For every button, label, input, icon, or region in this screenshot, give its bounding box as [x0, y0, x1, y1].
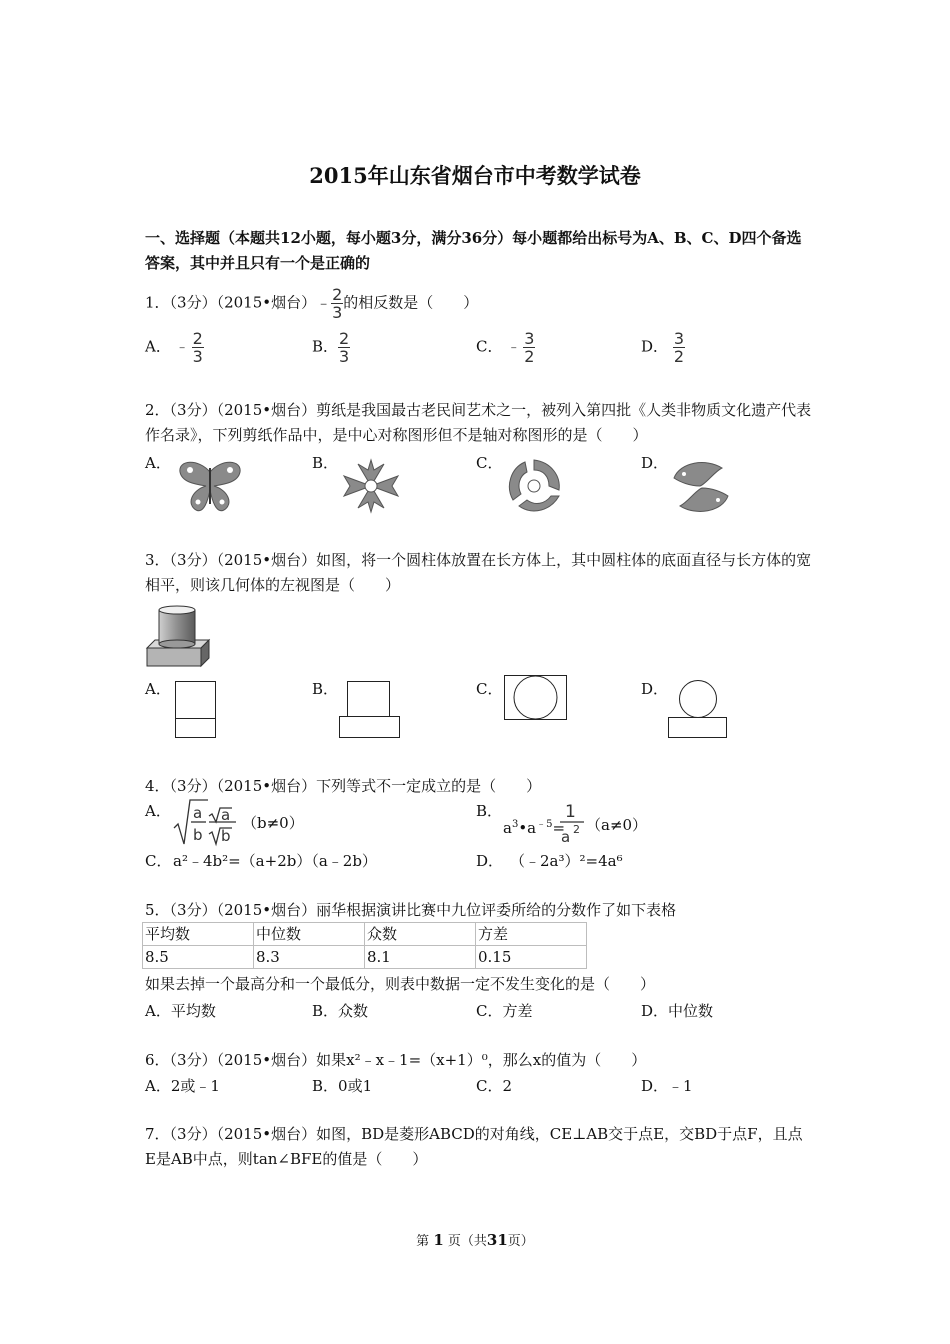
q6-option-d: D．﹣1 [641, 1077, 693, 1095]
table-header-cell: 平均数 [143, 923, 254, 946]
q5-option-c: C．方差 [476, 1002, 533, 1020]
letter-a: a [221, 806, 231, 824]
total-pages: 31 [486, 1231, 508, 1249]
q5-option-b: B．众数 [312, 1002, 369, 1020]
question-1-prefix: 1．（3分）（2015•烟台）﹣ [145, 293, 332, 312]
q4-option-d-label: D． [476, 852, 504, 870]
table-header-cell: 方差 [476, 923, 587, 946]
page-number: 1 [433, 1231, 444, 1249]
q6-option-c: C．2 [476, 1077, 513, 1095]
option-d-circle-on-rectangle-figure [668, 680, 728, 740]
q5-option-d: D．中位数 [641, 1002, 714, 1020]
q3-option-b-label: B． [312, 680, 339, 698]
q2-option-b-label: B． [312, 454, 339, 472]
question-5-followup: 如果去掉一个最高分和一个最低分，则表中数据一定不发生变化的是（ ） [145, 975, 656, 993]
letter-a: a [193, 804, 203, 822]
letter-b: b [193, 826, 203, 844]
q5-option-a: A．平均数 [145, 1002, 216, 1020]
q4-option-b-expression: $a^3•a^{﹣5}=$ [503, 819, 566, 837]
footer-text: 页（共 [447, 1234, 487, 1249]
option-label: B． [312, 337, 339, 356]
letter-b: b [221, 827, 231, 845]
fraction-numerator: 2 [192, 329, 203, 348]
q6-option-a: A．2或﹣1 [145, 1077, 220, 1095]
fraction-denominator: 3 [192, 347, 203, 366]
fraction-denominator: 3 [332, 303, 343, 322]
fraction-numerator: 2 [339, 329, 350, 348]
cylinder-on-cuboid-figure [145, 604, 211, 668]
letter-a: a [561, 828, 571, 846]
fraction-numerator: 3 [673, 329, 684, 348]
section-heading: 一、选择题（本题共12小题，每小题3分，满分36分）每小题都给出标号为A、B、C、D四个备选答案，其中并且只有一个是正确的 [145, 229, 802, 272]
q4-option-a-condition: （b≠0） [242, 814, 304, 832]
q3-option-c-label: C． [476, 680, 503, 698]
table-cell: 8.1 [365, 946, 476, 969]
question-4: 4．（3分）（2015•烟台）下列等式不一定成立的是（ ） [145, 777, 542, 795]
table-row [143, 946, 587, 969]
question-2: 2．（3分）（2015•烟台）剪纸是我国最古老民间艺术之一，被列入第四批《人类非物质文化遗产代表作名录》，下列剪纸作品中，是中心对称图形但不是轴对称图形的是（ ） [145, 401, 812, 444]
flower-papercut-image [340, 458, 402, 514]
table-header-cell: 中位数 [254, 923, 365, 946]
q1-option-a [145, 330, 204, 365]
q4-option-c-label: C． [145, 852, 172, 870]
fish-swirl-papercut-image [503, 456, 565, 516]
option-label: C． [476, 337, 503, 356]
q1-option-d [641, 330, 685, 365]
fraction-numerator: 2 [332, 285, 343, 304]
exponent-two: 2 [573, 823, 580, 836]
fraction-numerator: 3 [524, 329, 535, 348]
q3-option-a-label: A． [145, 680, 171, 698]
fraction-denominator: 3 [339, 347, 350, 366]
table-header-cell: 众数 [365, 923, 476, 946]
fraction [523, 330, 535, 365]
question-1 [145, 286, 478, 321]
fraction [192, 330, 204, 365]
page-title: 2015年山东省烟台市中考数学试卷 [309, 163, 641, 188]
question-1-suffix: 的相反数是（ ） [343, 293, 479, 312]
table-cell: 0.15 [476, 946, 587, 969]
table-cell: 8.5 [143, 946, 254, 969]
numerator-one: 1 [565, 802, 576, 822]
q1-option-c [476, 330, 535, 365]
option-b-stacked-rectangles-figure [339, 681, 401, 739]
q2-option-a-label: A． [145, 454, 171, 472]
page-footer [0, 1230, 950, 1249]
question-6: 6．（3分）（2015•烟台）如果x²﹣x﹣1=（x+1）⁰，那么x的值为（ ） [145, 1051, 647, 1069]
q2-option-d-label: D． [641, 454, 669, 472]
question-7: 7．（3分）（2015•烟台）如图，BD是菱形ABCD的对角线，CE⊥AB交于点E，交BD于点F，且点E是AB中点，则tan∠BFE的值是（ ） [145, 1125, 803, 1168]
butterfly-papercut-image [176, 458, 244, 514]
option-label: A． [145, 337, 171, 356]
score-stats-table [142, 922, 587, 969]
q4-option-c-expression: a²﹣4b²=（a+2b）（a﹣2b） [173, 852, 377, 870]
option-c-circle-in-rectangle-figure [504, 675, 568, 721]
fraction [338, 330, 350, 365]
question-5: 5．（3分）（2015•烟台）丽华根据演讲比赛中九位评委所给的分数作了如下表格 [145, 901, 677, 919]
q6-option-b: B．0或1 [312, 1077, 373, 1095]
table-header-row [143, 923, 587, 946]
fraction [673, 330, 685, 365]
q4-option-b-label: B． [476, 802, 503, 820]
table-cell: 8.3 [254, 946, 365, 969]
minus-sign: ﹣ [175, 339, 189, 355]
q2-option-c-label: C． [476, 454, 503, 472]
double-fish-papercut-image [670, 458, 732, 516]
q3-option-d-label: D． [641, 680, 669, 698]
option-a-stacked-rectangles-figure [175, 681, 217, 739]
q4-option-a-label: A． [145, 802, 171, 820]
q4-a-sqrt-expression [172, 798, 238, 846]
q4-b-fraction [560, 800, 586, 846]
fraction-denominator: 2 [524, 347, 535, 366]
option-label: D． [641, 337, 669, 356]
footer-text: 第 [416, 1234, 430, 1249]
fraction-denominator: 2 [673, 347, 684, 366]
fraction [331, 286, 343, 321]
footer-text: 页） [507, 1234, 534, 1249]
q4-option-b-condition: （a≠0） [586, 816, 648, 834]
q4-option-d-expression: （﹣2a³）²=4a⁶ [510, 852, 623, 870]
question-3: 3．（3分）（2015•烟台）如图，将一个圆柱体放置在长方体上，其中圆柱体的底面直径与长方体的宽相平，则该几何体的左视图是（ ） [145, 551, 812, 594]
minus-sign: ﹣ [507, 339, 521, 355]
q1-option-b [312, 330, 350, 365]
